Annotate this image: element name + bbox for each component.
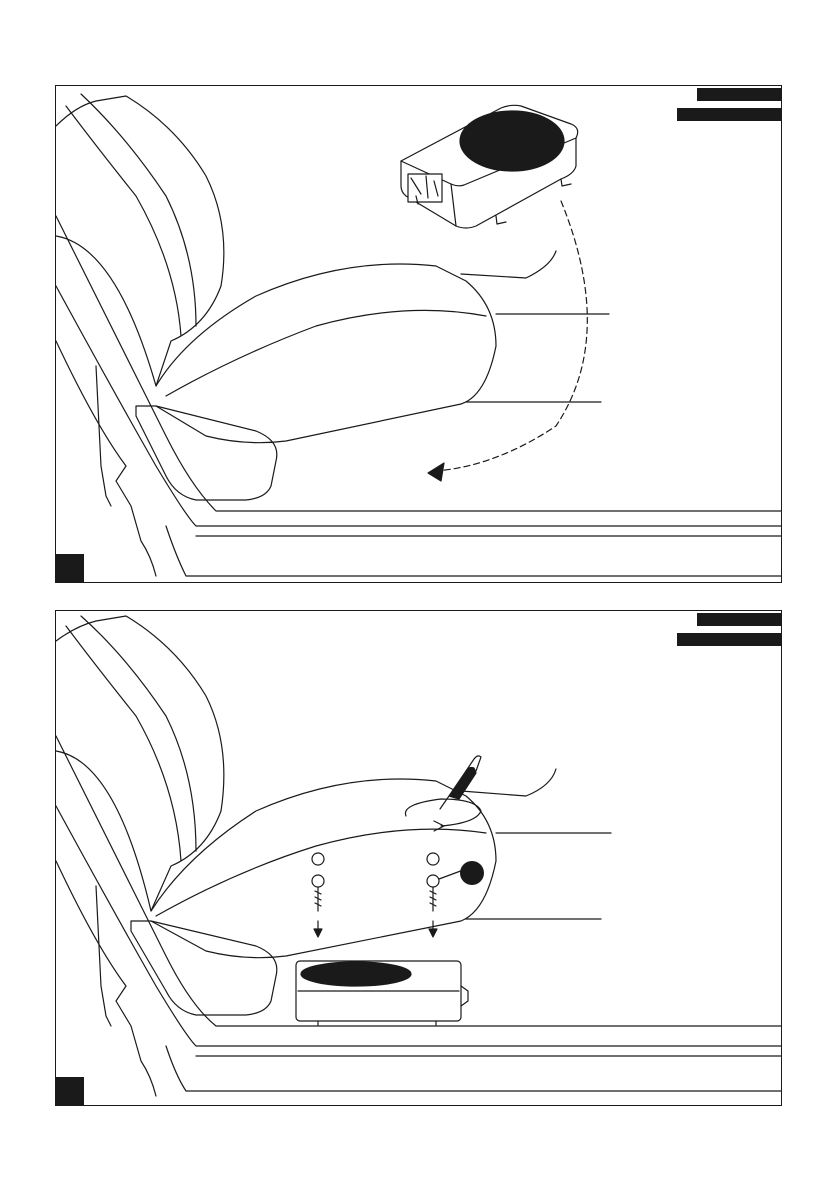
seat-illustration-2	[56, 611, 782, 1106]
page-tab-top	[697, 88, 781, 101]
page-tab-top	[697, 613, 781, 626]
seat-side-trim	[131, 921, 277, 1015]
direction-arrow	[436, 201, 587, 471]
seat-cushion	[156, 264, 496, 443]
step-panel-2	[55, 610, 782, 1106]
page-tab-bottom	[677, 108, 781, 121]
seat-illustration-1	[56, 86, 782, 583]
screw-right	[427, 853, 439, 937]
step-number-box	[56, 1077, 84, 1105]
seat-backrest	[56, 96, 224, 386]
screwdriver	[440, 756, 481, 809]
seat-cushion	[151, 779, 496, 958]
rotation-arrow	[405, 799, 481, 826]
seat-backrest	[56, 616, 224, 911]
step-panel-1	[55, 85, 782, 583]
seat-side-trim	[136, 406, 277, 500]
page-tab-bottom	[677, 633, 781, 646]
callout-marker	[460, 861, 484, 885]
subwoofer-unit-1	[401, 105, 578, 228]
subwoofer-unit-2	[296, 961, 468, 1025]
screw-left	[312, 853, 324, 937]
step-number-box	[56, 554, 84, 582]
